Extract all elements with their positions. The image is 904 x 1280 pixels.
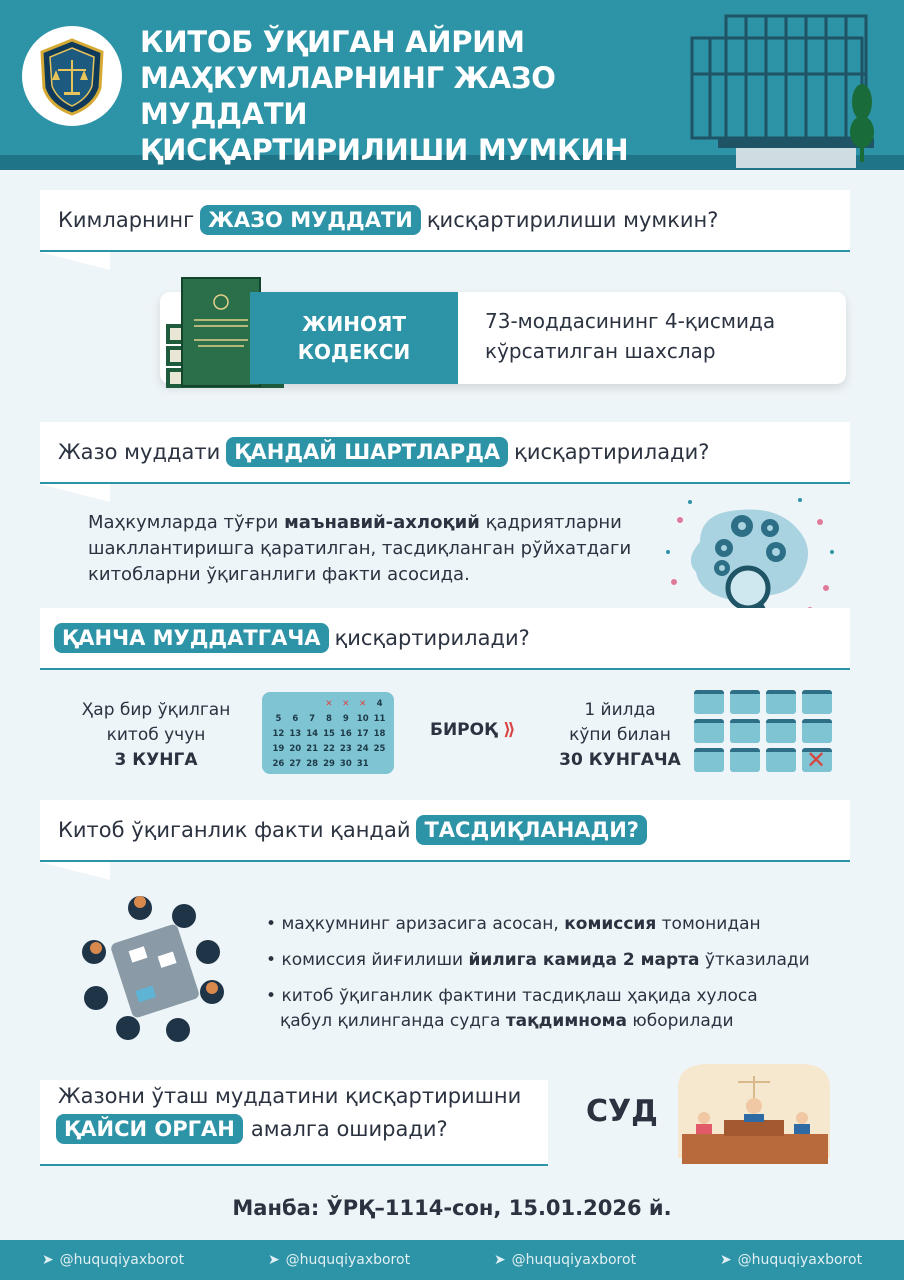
calendar-day: 11 — [373, 714, 386, 724]
telegram-link[interactable] — [720, 1252, 862, 1268]
bullet-2-bold: йилига камида 2 марта — [468, 950, 700, 970]
title-line-1: КИТОБ ЎҚИГАН АЙРИМ — [140, 25, 525, 59]
footer-bar — [0, 1240, 904, 1280]
month-calendar — [694, 690, 724, 714]
code-label-line-1: ЖИНОЯТ — [301, 312, 406, 336]
per-book-line-1: Ҳар бир ўқилган — [81, 700, 231, 720]
bullet-3-line-1: китоб ўқиганлик фактини тасдиқлаш ҳақида хулоса — [281, 986, 758, 1006]
however-label — [430, 720, 515, 740]
calendar-day: 9 — [342, 714, 349, 724]
telegram-link[interactable] — [494, 1252, 636, 1268]
month-calendar — [766, 690, 796, 714]
conditions-paragraph — [88, 510, 648, 588]
q3-highlight: ҚАНЧА МУДДАТГАЧА — [54, 623, 329, 653]
telegram-icon: ➤ — [267, 1252, 280, 1268]
q5-highlight: ҚАЙСИ ОРГАН — [56, 1114, 243, 1144]
calendar-day — [287, 698, 304, 711]
bullet-1-bold: комиссия — [564, 914, 657, 934]
calendar-day: 5 — [275, 714, 282, 724]
month-calendar — [730, 748, 760, 772]
calendar-day-crossed: ✕ — [342, 699, 350, 709]
telegram-icon: ➤ — [719, 1252, 732, 1268]
title-line-3: ҚИСҚАРТИРИЛИШИ МУМКИН — [140, 133, 629, 167]
month-calendar — [802, 719, 832, 743]
q5-text-after: амалга оширади? — [250, 1117, 448, 1141]
calendar-day — [304, 698, 321, 711]
conditions-text-1: Маҳкумларда тўғри — [88, 512, 285, 533]
question-confirm-bar — [40, 800, 850, 862]
per-year-line-1: 1 йилда — [584, 700, 656, 720]
calendar-day: 6 — [292, 714, 299, 724]
bullet-1-text: маҳкумнинг аризасига асосан, — [281, 914, 565, 934]
calendar-day: 23 — [339, 744, 352, 754]
q1-text-before: Кимларнинг — [58, 208, 195, 232]
calendar-day: 31 — [356, 759, 369, 769]
question-duration-bar — [40, 608, 850, 670]
telegram-link[interactable] — [268, 1252, 410, 1268]
conditions-bold: маънавий-ахлоқий — [284, 512, 480, 533]
per-year-line-2: кўпи билан — [569, 725, 671, 745]
bullet-item — [266, 984, 866, 1034]
per-year-text — [550, 698, 690, 773]
per-book-line-2: китоб учун — [106, 725, 206, 745]
bullet-item — [266, 912, 866, 937]
calendar-day: 7 — [309, 714, 316, 724]
month-calendar — [730, 690, 760, 714]
q4-text-before: Китоб ўқиганлик факти қандай — [58, 818, 411, 842]
calendar-day — [371, 758, 388, 771]
month-calendar — [802, 690, 832, 714]
header-banner — [0, 0, 904, 170]
source-citation: Манба: ЎРҚ–1114-сон, 15.01.2026 й. — [232, 1196, 672, 1220]
per-book-text — [66, 698, 246, 773]
question-conditions-bar — [40, 422, 850, 484]
calendar-icon — [262, 692, 394, 774]
court-answer: СУД — [586, 1094, 658, 1129]
confirmation-bullets — [266, 912, 866, 1045]
calendar-day: 13 — [289, 729, 302, 739]
month-calendar — [694, 719, 724, 743]
article-line-1: 73-моддасининг 4-қисмида — [485, 309, 776, 333]
question-who-bar — [40, 190, 850, 252]
month-calendar — [766, 719, 796, 743]
q2-highlight: ҚАНДАЙ ШАРТЛАРДА — [226, 437, 508, 467]
bullet-3-text-end: юборилади — [627, 1011, 734, 1031]
bullet-3-bold: тақдимнома — [505, 1011, 628, 1031]
telegram-handle: @huquqiyaxborot — [285, 1252, 411, 1268]
month-calendar-crossed — [802, 748, 832, 772]
birok-text: БИРОҚ — [430, 720, 498, 740]
calendar-day: 8 — [326, 714, 332, 724]
page-title — [140, 24, 700, 168]
bullet-1-text-end: томонидан — [656, 914, 761, 934]
q2-text-after: қисқартирилади? — [514, 440, 710, 464]
q1-bar-notch — [40, 252, 110, 270]
q5-line-2 — [56, 1114, 448, 1144]
q2-text-before: Жазо муддати — [58, 440, 221, 464]
prison-building-icon — [690, 14, 890, 170]
calendar-day: 25 — [373, 744, 386, 754]
bullet-2-text-end: ўтказилади — [699, 950, 810, 970]
calendar-day: 14 — [306, 729, 319, 739]
telegram-icon: ➤ — [493, 1252, 506, 1268]
calendar-day: 19 — [272, 744, 285, 754]
q1-highlight: ЖАЗО МУДДАТИ — [200, 205, 421, 235]
code-label-line-2: КОДЕКСИ — [297, 340, 411, 364]
month-calendar — [694, 748, 724, 772]
q5-line-1: Жазони ўташ муддатини қисқартиришни — [58, 1084, 522, 1108]
per-year-days: 30 КУНГАЧА — [559, 750, 681, 770]
month-calendar — [766, 748, 796, 772]
calendar-day-crossed: ✕ — [325, 699, 333, 709]
conditions-line-2: шакллантиришга қаратилган, тасдиқланган рўйхатдаги — [88, 538, 632, 559]
meeting-table-icon — [66, 888, 246, 1052]
chevron-right-icon: ⟫ — [503, 720, 516, 740]
q2-bar-notch — [40, 484, 110, 502]
calendar-day: 10 — [356, 714, 369, 724]
calendar-day: 12 — [272, 729, 285, 739]
year-calendars-icon — [694, 690, 836, 776]
calendar-day: 16 — [339, 729, 352, 739]
article-line-2: кўрсатилган шахслар — [485, 339, 716, 363]
calendar-day: 28 — [306, 759, 319, 769]
criminal-code-label-box — [250, 292, 458, 384]
calendar-day: 22 — [323, 744, 335, 754]
emblem-logo — [22, 26, 122, 126]
calendar-day: 15 — [323, 729, 335, 739]
article-reference — [485, 306, 825, 366]
month-calendar — [730, 719, 760, 743]
calendar-day: 20 — [289, 744, 302, 754]
calendar-day: 18 — [373, 729, 386, 739]
conditions-text-2: қадриятларни — [479, 512, 622, 533]
q3-text-after: қисқартирилади? — [334, 626, 530, 650]
calendar-day-crossed: ✕ — [359, 699, 367, 709]
conditions-line-3: китобларни ўқиганлиги факти асосида. — [88, 564, 470, 585]
courtroom-icon — [668, 1058, 840, 1170]
telegram-link[interactable] — [42, 1252, 184, 1268]
calendar-day: 21 — [306, 744, 319, 754]
telegram-handle: @huquqiyaxborot — [511, 1252, 637, 1268]
bullet-3-text: қабул қилинганда судга — [280, 1011, 506, 1031]
q1-text-after: қисқартирилиши мумкин? — [426, 208, 719, 232]
calendar-day — [270, 698, 287, 711]
calendar-day: 17 — [356, 729, 369, 739]
q4-bar-notch — [40, 862, 110, 880]
calendar-day: 29 — [323, 759, 335, 769]
title-line-2: МАҲКУМЛАРНИНГ ЖАЗО МУДДАТИ — [140, 61, 556, 131]
calendar-day: 4 — [376, 699, 383, 709]
per-book-days: 3 КУНГА — [114, 750, 198, 770]
bullet-item — [266, 948, 866, 973]
calendar-day: 30 — [339, 759, 352, 769]
q4-highlight: ТАСДИҚЛАНАДИ? — [416, 815, 647, 845]
telegram-icon: ➤ — [41, 1252, 54, 1268]
calendar-day: 26 — [272, 759, 285, 769]
calendar-day: 27 — [289, 759, 302, 769]
telegram-handle: @huquqiyaxborot — [737, 1252, 863, 1268]
calendar-day: 24 — [356, 744, 369, 754]
calendar-grid — [270, 698, 388, 771]
bullet-2-text: комиссия йиғилиши — [281, 950, 469, 970]
question-authority-bar — [40, 1080, 548, 1166]
telegram-handle: @huquqiyaxborot — [59, 1252, 185, 1268]
